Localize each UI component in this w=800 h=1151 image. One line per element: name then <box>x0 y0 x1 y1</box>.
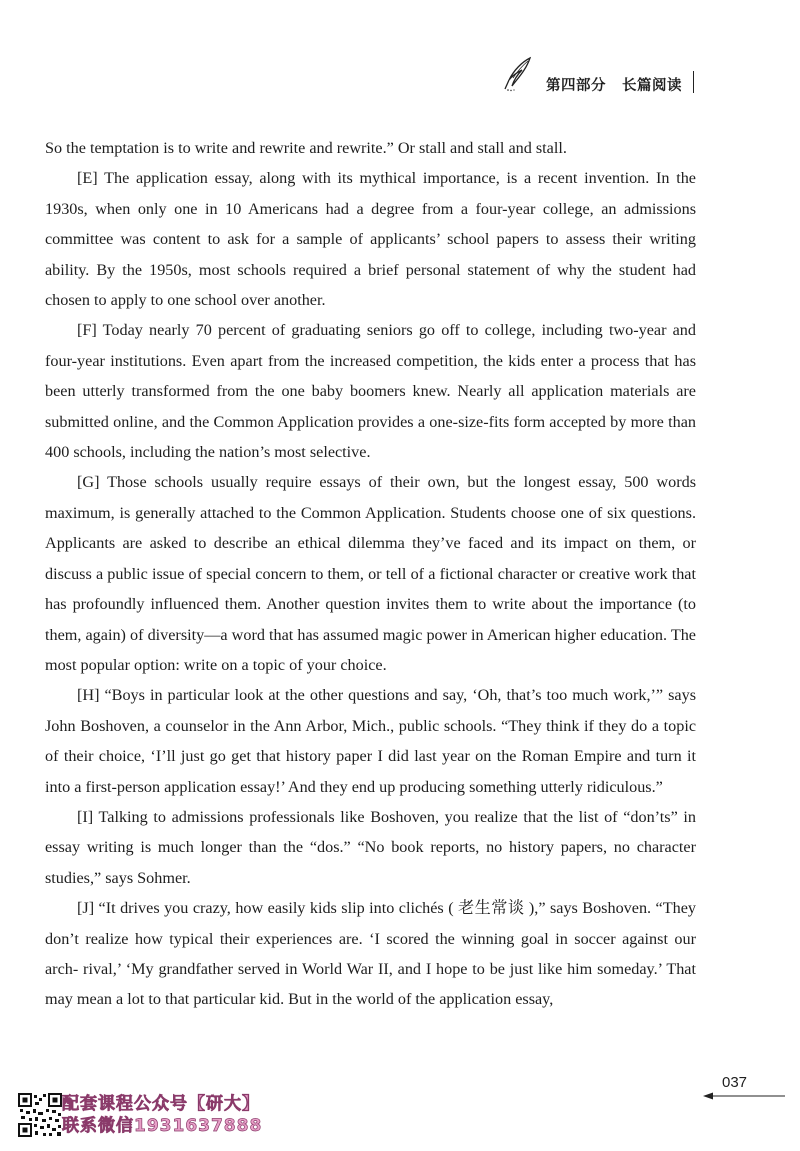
paragraph-h: [H] “Boys in particular look at the other questions and say, ‘Oh, that’s too much work,’” says John Boshoven, a counselor in the Ann Arbor, Mich., public schools. “They think if they do a topic of their choice, ‘I’ll just go get that history paper I did last year on the Roman Empire and turn it into a first-person application essay!’ And they end up producing something utterly ridiculous.” <box>45 686 696 796</box>
watermark-line-1: 配套课程公众号【研大】 <box>62 1094 260 1114</box>
watermark-line-2: 联系微信1931637888 <box>62 1116 263 1136</box>
article-body <box>45 133 696 1015</box>
paragraph-g: [G] Those schools usually require essays of their own, but the longest essay, 500 words maximum, is generally attached to the Common Application. Students choose one of six questions. Applicants are asked to describe an ethical dilemma they’ve faced and its impact on them, or discuss a public issue of special concern to them, or tell of a fictional character or creative work that has profoundly influenced them. Another question invites them to write about the importance (to them, again) of diversity—a word that has assumed magic power in American higher education. The most popular option: write on a topic of your choice. <box>45 473 696 674</box>
header-divider <box>693 71 694 93</box>
watermark <box>62 1093 262 1137</box>
qr-code-icon <box>18 1093 62 1137</box>
paragraph-f: [F] Today nearly 70 percent of graduating seniors go off to college, including two-year and four-year institutions. Even apart from the increased competition, the kids enter a process that has been utterly transformed from the one baby boomers knew. Nearly all application materials are submitted online, and the Common Application provides a one-size-fits form accepted by more than 400 schools, including the nation’s most selective. <box>45 321 696 462</box>
header-title <box>546 74 682 95</box>
paragraph-continued: So the temptation is to write and rewrite and rewrite.” Or stall and stall and stall. <box>45 139 567 157</box>
header-part-label: 第四部分 <box>546 78 606 94</box>
paragraph-i: [I] Talking to admissions professionals like Boshoven, you realize that the list of “don’ts” in essay writing is much longer than the “dos.” “No book reports, no history papers, no character studies,” says Sohmer. <box>45 807 696 887</box>
page-number: 037 <box>722 1074 748 1091</box>
page-number-rule <box>703 1092 785 1100</box>
paragraph-e: [E] The application essay, along with its mythical importance, is a recent invention. In the 1930s, when only one in 10 Americans had a degree from a four-year college, an admissions committee was content to ask for a sample of applicants’ school papers to assess their writing ability. By the 1950s, most schools required a brief personal statement of why the student had chosen to apply to one school over another. <box>45 169 696 310</box>
paragraph-j: [J] “It drives you crazy, how easily kids slip into clichés ( 老生常谈 ),” says Boshoven. “They don’t realize how typical their experiences are. ‘I scored the winning goal in soccer against our arch- rival,’ ‘My grandfather served in World War II, and I hope to be just like him someday.’ That may mean a lot to that particular kid. But in the world of the application essay, <box>45 899 696 1009</box>
quill-pen-icon <box>500 56 534 92</box>
running-header <box>496 56 716 96</box>
header-section-label: 长篇阅读 <box>622 78 682 94</box>
